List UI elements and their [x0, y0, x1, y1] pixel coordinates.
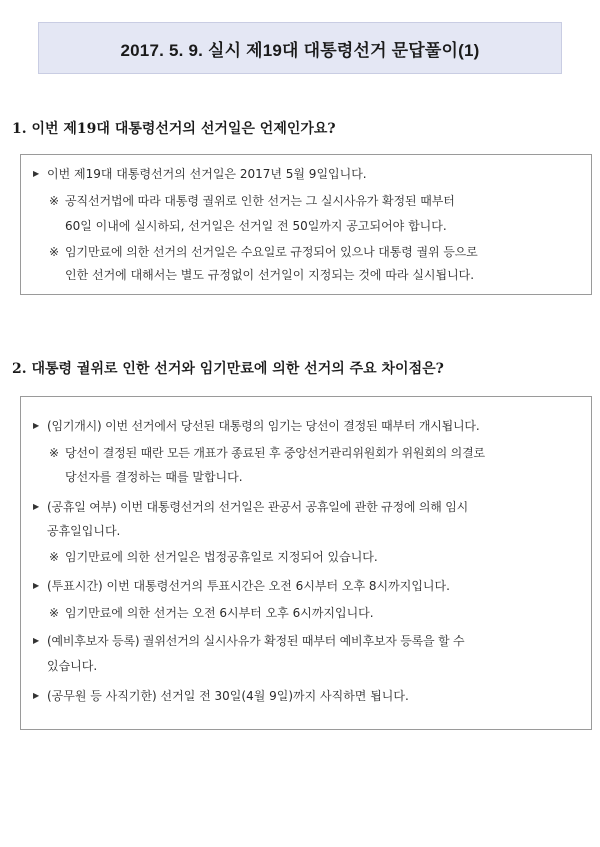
question-1-heading: 1. 이번 제19대 대통령선거의 선거일은 언제인가요? [12, 121, 336, 137]
answer-2-bullet-2-line-2: 공휴일입니다. [47, 524, 121, 538]
answer-1-note-1-line-2: 60일 이내에 실시하되, 선거일은 선거일 전 50일까지 공고되어야 합니다. [65, 219, 447, 233]
reference-mark-icon: ※ [49, 606, 60, 620]
reference-mark-icon: ※ [49, 446, 60, 460]
answer-2-bullet-4-line-1: (예비후보자 등록) 궐위선거의 실시사유가 확정된 때부터 예비후보자 등록을 할 수 [47, 634, 465, 648]
answer-1-note-1-line-1: 공직선거법에 따라 대통령 궐위로 인한 선거는 그 실시사유가 확정된 때부터 [65, 194, 455, 208]
answer-2-bullet-3: (투표시간) 이번 대통령선거의 투표시간은 오전 6시부터 오후 8시까지입니다. [47, 579, 450, 593]
answer-1-note-2-line-2: 인한 선거에 대해서는 별도 규정없이 선거일이 지정되는 것에 따라 실시됩니다. [65, 268, 475, 282]
bullet-arrow-icon: ▶ [33, 691, 40, 700]
answer-2-bullet-3-note: 임기만료에 의한 선거는 오전 6시부터 오후 6시까지입니다. [65, 606, 374, 620]
reference-mark-icon: ※ [49, 245, 60, 259]
answer-box-2 [20, 396, 592, 730]
answer-2-bullet-1: (임기개시) 이번 선거에서 당선된 대통령의 임기는 당선이 결정된 때부터 개시됩니다. [47, 419, 480, 433]
answer-2-bullet-4-line-2: 있습니다. [47, 659, 98, 673]
bullet-arrow-icon: ▶ [33, 502, 40, 511]
title-banner [38, 22, 562, 74]
answer-2-bullet-1-note-line-2: 당선자를 결정하는 때를 말합니다. [65, 470, 243, 484]
answer-box-1 [20, 154, 592, 295]
answer-2-bullet-2-line-1: (공휴일 여부) 이번 대통령선거의 선거일은 관공서 공휴일에 관한 규정에 의해 임시 [47, 500, 469, 514]
answer-2-bullet-5: (공무원 등 사직기한) 선거일 전 30일(4월 9일)까지 사직하면 됩니다. [47, 689, 409, 703]
answer-1-note-2-line-1: 임기만료에 의한 선거의 선거일은 수요일로 규정되어 있으나 대통령 궐위 등으로 [65, 245, 478, 259]
answer-2-bullet-1-note-line-1: 당선이 결정된 때란 모든 개표가 종료된 후 중앙선거관리위원회가 위원회의 의결로 [65, 446, 485, 460]
bullet-arrow-icon: ▶ [33, 169, 40, 178]
bullet-arrow-icon: ▶ [33, 636, 40, 645]
reference-mark-icon: ※ [49, 550, 60, 564]
bullet-arrow-icon: ▶ [33, 421, 40, 430]
bullet-arrow-icon: ▶ [33, 581, 40, 590]
answer-1-bullet: 이번 제19대 대통령선거의 선거일은 2017년 5월 9일입니다. [47, 167, 367, 181]
document-title: 2017. 5. 9. 실시 제19대 대통령선거 문답풀이(1) [120, 40, 480, 60]
reference-mark-icon: ※ [49, 194, 60, 208]
question-2-heading: 2. 대통령 궐위로 인한 선거와 임기만료에 의한 선거의 주요 차이점은? [12, 361, 444, 377]
answer-2-bullet-2-note: 임기만료에 의한 선거일은 법정공휴일로 지정되어 있습니다. [65, 550, 378, 564]
